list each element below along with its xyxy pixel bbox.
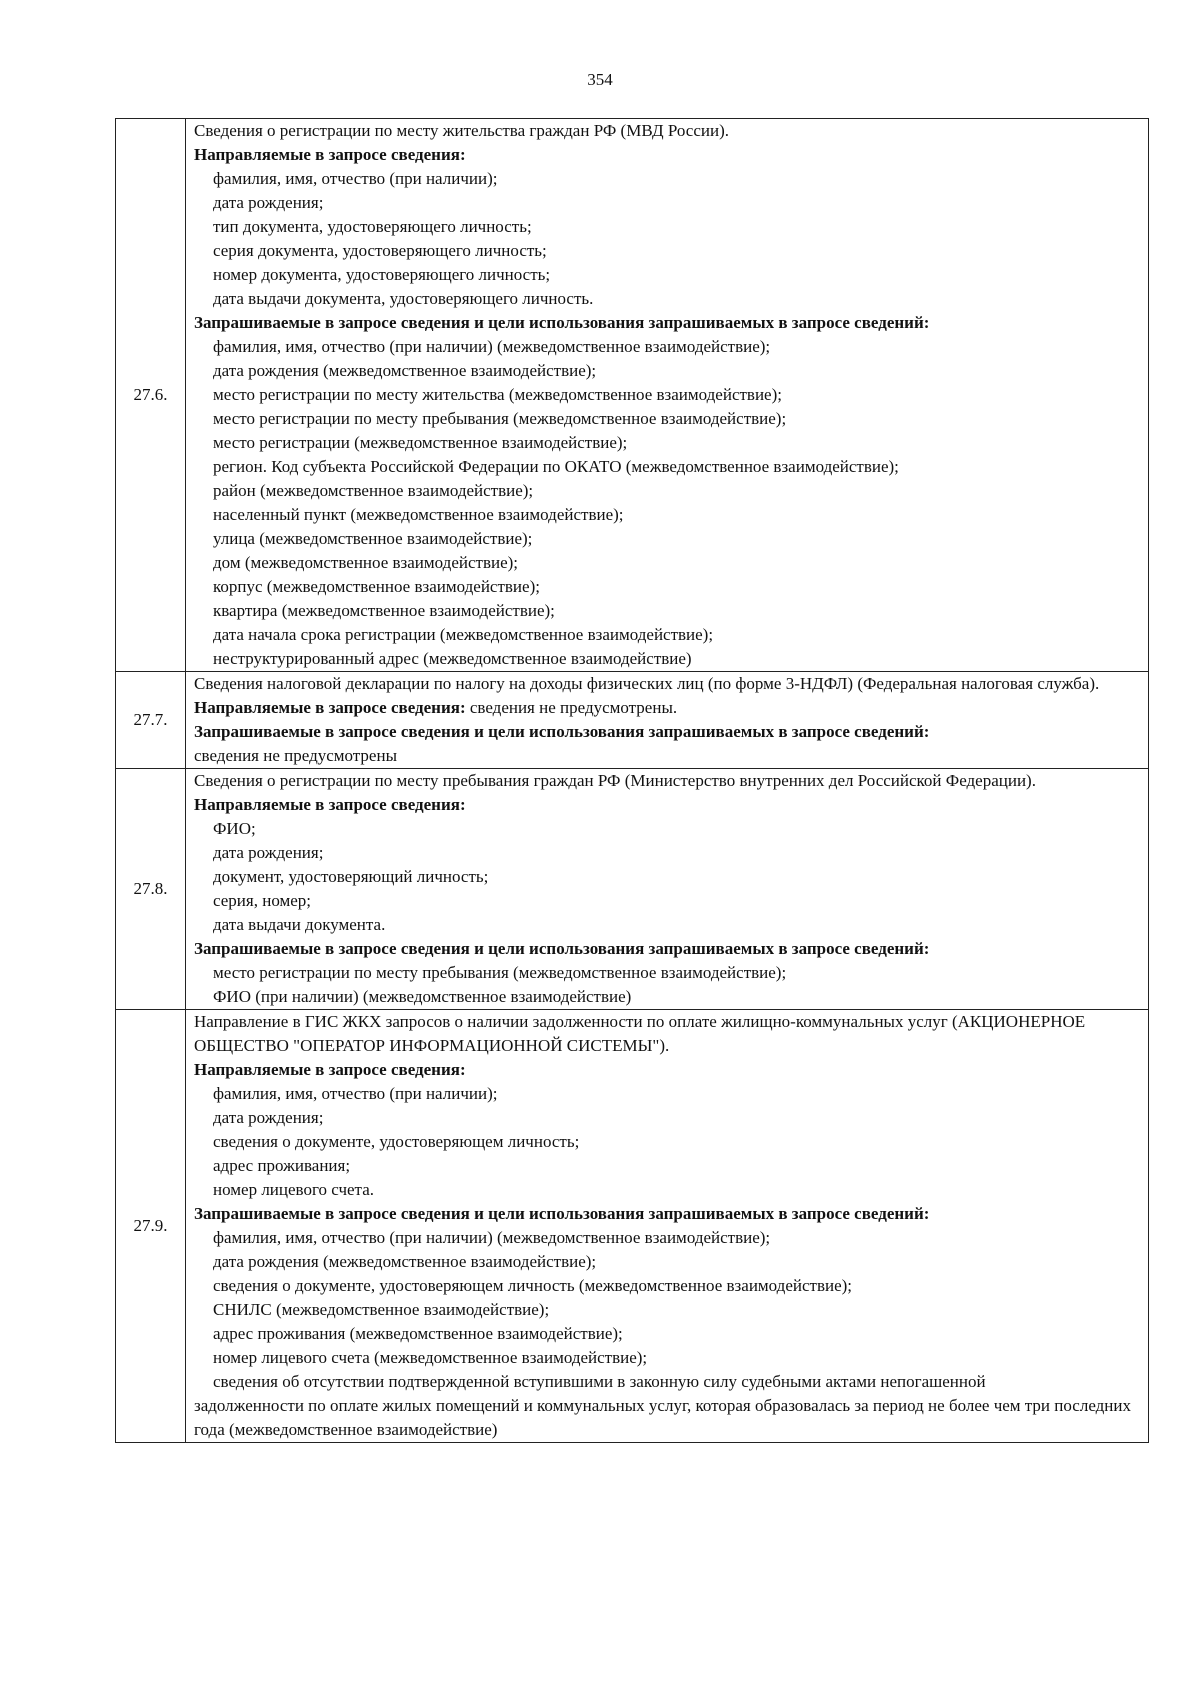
table-row [116, 1010, 1149, 1443]
requested-heading: Запрашиваемые в запросе сведения и цели использования запрашиваемых в запросе сведений: [194, 939, 930, 958]
list-item: район (межведомственное взаимодействие); [213, 481, 534, 500]
row-title: Сведения о регистрации по месту жительства граждан РФ (МВД России). [194, 121, 730, 140]
list-item: населенный пункт (межведомственное взаимодействие); [213, 505, 624, 524]
sent-heading: Направляемые в запросе сведения: [194, 1060, 466, 1079]
list-item: номер лицевого счета. [213, 1180, 374, 1199]
sent-heading: Направляемые в запросе сведения: [194, 698, 466, 717]
row-number: 27.6. [116, 119, 186, 672]
list-item: серия, номер; [213, 891, 312, 910]
list-item: документ, удостоверяющий личность; [213, 867, 489, 886]
list-item: дата рождения (межведомственное взаимодействие); [213, 361, 597, 380]
list-item: дата рождения (межведомственное взаимодействие); [213, 1252, 597, 1271]
list-item: место регистрации по месту пребывания (межведомственное взаимодействие); [213, 963, 787, 982]
list-item: дата рождения; [213, 843, 324, 862]
list-item: СНИЛС (межведомственное взаимодействие); [213, 1300, 550, 1319]
row-title: Направление в ГИС ЖКХ запросов о наличии задолженности по оплате жилищно-коммунальных услуг (АКЦИОНЕРНОЕ ОБЩЕСТВО "ОПЕРАТОР ИНФОРМАЦИОННОЙ СИСТЕМЫ"). [194, 1012, 1086, 1055]
list-item: место регистрации по месту жительства (межведомственное взаимодействие); [213, 385, 782, 404]
row-title: Сведения о регистрации по месту пребывания граждан РФ (Министерство внутренних дел Российской Федерации). [194, 771, 1036, 790]
list-item: место регистрации по месту пребывания (межведомственное взаимодействие); [213, 409, 787, 428]
row-content [186, 119, 1149, 672]
row-content [186, 672, 1149, 769]
list-item: номер лицевого счета (межведомственное взаимодействие); [213, 1348, 648, 1367]
sent-heading: Направляемые в запросе сведения: [194, 795, 466, 814]
sent-line [194, 696, 1144, 720]
list-item: номер документа, удостоверяющего личность; [213, 265, 551, 284]
list-item: тип документа, удостоверяющего личность; [213, 217, 532, 236]
requested-heading: Запрашиваемые в запросе сведения и цели использования запрашиваемых в запросе сведений: [194, 1204, 930, 1223]
row-number: 27.8. [116, 769, 186, 1010]
table-row [116, 672, 1149, 769]
services-table [115, 118, 1149, 1443]
list-item: неструктурированный адрес (межведомственное взаимодействие) [213, 649, 692, 668]
requested-heading: Запрашиваемые в запросе сведения и цели использования запрашиваемых в запросе сведений: [194, 722, 930, 741]
list-item-continuation: задолженности по оплате жилых помещений и коммунальных услуг, которая образовалась за период не более чем три последних года (межведомственное взаимодействие) [194, 1396, 1131, 1439]
list-item: место регистрации (межведомственное взаимодействие); [213, 433, 628, 452]
list-item: сведения о документе, удостоверяющем личность (межведомственное взаимодействие); [213, 1276, 853, 1295]
sent-inline-text: сведения не предусмотрены. [465, 698, 678, 717]
requested-text: сведения не предусмотрены [194, 746, 397, 765]
row-title: Сведения налоговой декларации по налогу на доходы физических лиц (по форме 3-НДФЛ) (Федеральная налоговая служба). [194, 674, 1100, 693]
list-item: дата рождения; [213, 1108, 324, 1127]
row-number: 27.7. [116, 672, 186, 769]
list-item: фамилия, имя, отчество (при наличии); [213, 169, 498, 188]
list-item: дом (межведомственное взаимодействие); [213, 553, 518, 572]
table-row [116, 119, 1149, 672]
list-item: улица (межведомственное взаимодействие); [213, 529, 533, 548]
list-item: дата начала срока регистрации (межведомственное взаимодействие); [213, 625, 714, 644]
list-item: ФИО; [213, 819, 256, 838]
row-content [186, 769, 1149, 1010]
list-item: дата выдачи документа. [213, 915, 386, 934]
list-item: фамилия, имя, отчество (при наличии) (межведомственное взаимодействие); [213, 337, 771, 356]
page-number: 354 [587, 70, 613, 89]
requested-heading: Запрашиваемые в запросе сведения и цели использования запрашиваемых в запросе сведений: [194, 313, 930, 332]
list-item: квартира (межведомственное взаимодействие); [213, 601, 555, 620]
list-item: адрес проживания (межведомственное взаимодействие); [213, 1324, 623, 1343]
list-item: регион. Код субъекта Российской Федерации по ОКАТО (межведомственное взаимодействие); [213, 457, 899, 476]
row-content [186, 1010, 1149, 1443]
table-row [116, 769, 1149, 1010]
list-item: серия документа, удостоверяющего личность; [213, 241, 547, 260]
list-item: дата выдачи документа, удостоверяющего личность. [213, 289, 594, 308]
list-item: ФИО (при наличии) (межведомственное взаимодействие) [213, 987, 632, 1006]
list-item: адрес проживания; [213, 1156, 351, 1175]
list-item-lead: сведения об отсутствии подтвержденной вступившими в законную силу судебными актами непогашенной [213, 1372, 986, 1391]
list-item: сведения о документе, удостоверяющем личность; [213, 1132, 580, 1151]
sent-heading: Направляемые в запросе сведения: [194, 145, 466, 164]
row-number: 27.9. [116, 1010, 186, 1443]
list-item: корпус (межведомственное взаимодействие); [213, 577, 540, 596]
list-item: фамилия, имя, отчество (при наличии); [213, 1084, 498, 1103]
list-item: фамилия, имя, отчество (при наличии) (межведомственное взаимодействие); [213, 1228, 771, 1247]
list-item: дата рождения; [213, 193, 324, 212]
